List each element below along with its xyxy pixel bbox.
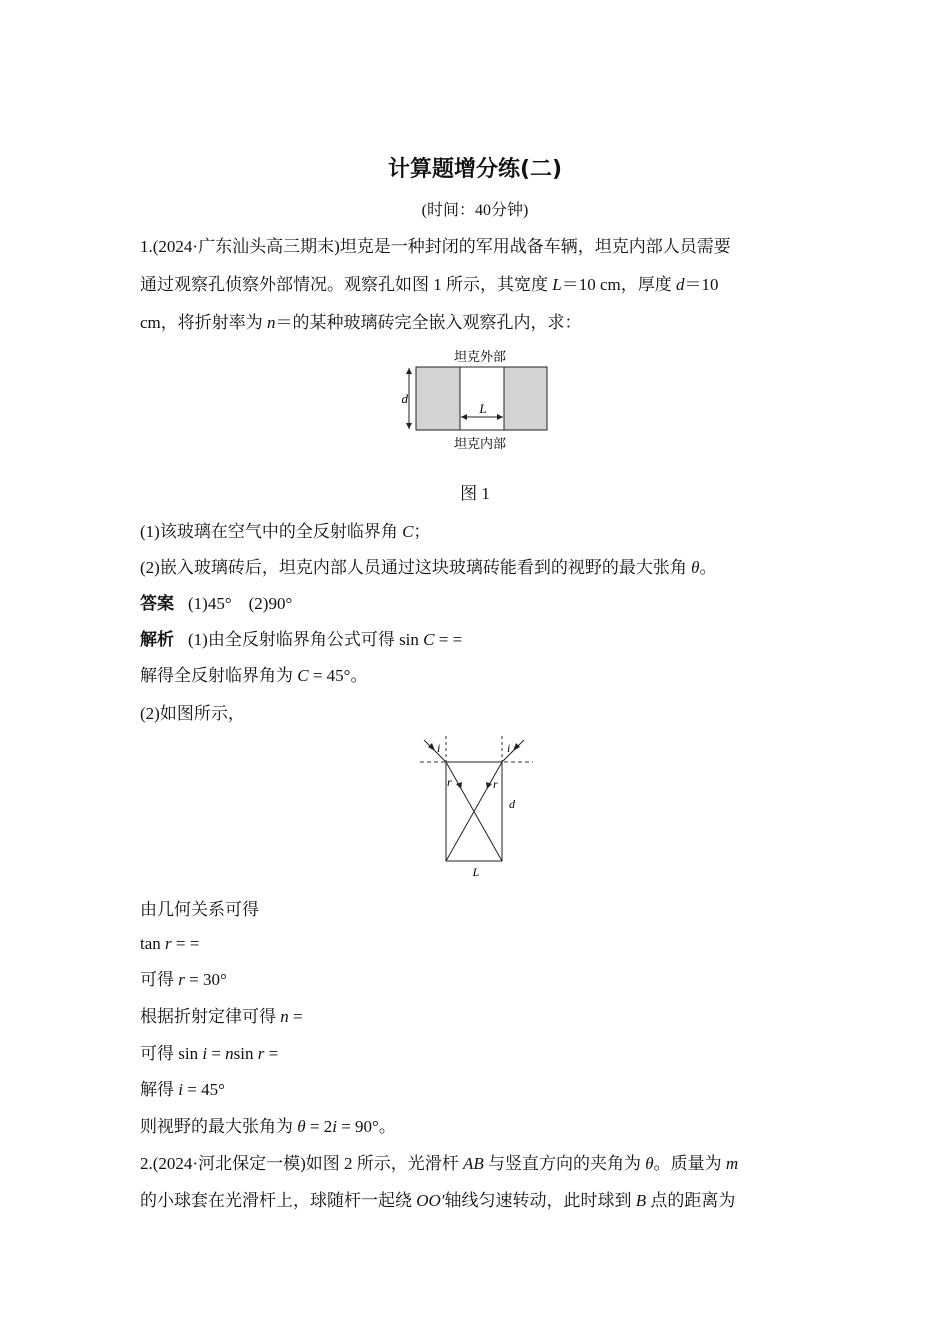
q1-part-2: (2)如图所示， <box>140 704 245 723</box>
q1-result-1: 解得全反射临界角为 C = 45°。 <box>140 666 368 685</box>
q2-line-2: 的小球套在光滑杆上，球随杆一起绕 OO′轴线匀速转动，此时球到 B 点的距离为 <box>140 1191 736 1210</box>
fig2-label-i-left: i <box>437 741 441 755</box>
q1-i-result: 解得 i = 45° <box>140 1080 225 1099</box>
fig2-label-d: d <box>509 797 515 811</box>
q1-sin-formula: 可得 sin i = nsin r = <box>140 1044 279 1063</box>
fig1-label-d: d <box>401 391 408 406</box>
q1-final-result: 则视野的最大张角为 θ = 2i = 90°。 <box>140 1117 396 1136</box>
q1-line-2: 通过观察孔侦察外部情况。观察孔如图 1 所示，其宽度 L＝10 cm，厚度 d＝10 <box>140 275 719 294</box>
q1-geometry-text: 由几何关系可得 <box>140 900 259 919</box>
q1-r-result: 可得 r = 30° <box>140 970 227 989</box>
q1-subquestion-2: (2)嵌入玻璃砖后，坦克内部人员通过这块玻璃砖能看到的视野的最大张角 θ。 <box>140 558 717 577</box>
analysis-label: 解析 <box>140 630 174 649</box>
q1-subquestion-1: (1)该玻璃在空气中的全反射临界角 C； <box>140 522 431 541</box>
figure-1-caption: 图 1 <box>460 484 490 503</box>
answer-label: 答案 <box>140 594 174 613</box>
fig1-top-label: 坦克外部 <box>453 350 507 365</box>
q1-tan-formula: tan r = = <box>140 934 200 953</box>
fig1-bottom-label: 坦克内部 <box>453 437 507 452</box>
fig1-left-wall <box>416 367 460 430</box>
time-limit: (时间：40分钟) <box>421 202 529 219</box>
q1-line-3: cm，将折射率为 n＝的某种玻璃砖完全嵌入观察孔内，求： <box>140 313 582 332</box>
q1-refraction-law: 根据折射定律可得 n = <box>140 1007 303 1026</box>
fig2-label-r-right: r <box>493 777 498 791</box>
fig2-label-i-right: i <box>507 741 511 755</box>
fig1-label-L: L <box>479 401 487 416</box>
fig2-label-L: L <box>472 865 480 879</box>
q1-analysis-1: 解析 (1)由全反射临界角公式可得 sin C = = <box>140 630 463 649</box>
fig2-label-r-left: r <box>447 775 452 789</box>
q2-line-1: 2.(2024·河北保定一模)如图 2 所示，光滑杆 AB 与竖直方向的夹角为 θ。质量为 m <box>140 1154 739 1173</box>
fig1-right-wall <box>504 367 547 430</box>
figure-1-observation-hole <box>395 343 555 458</box>
page-title: 计算题增分练(二) <box>387 157 563 182</box>
q1-answer: 答案 (1)45° (2)90° <box>140 594 293 613</box>
figure-2-refraction-diagram <box>415 730 540 880</box>
q1-line-1: 1.(2024·广东汕头高三期末)坦克是一种封闭的军用战备车辆，坦克内部人员需要 <box>140 237 731 256</box>
